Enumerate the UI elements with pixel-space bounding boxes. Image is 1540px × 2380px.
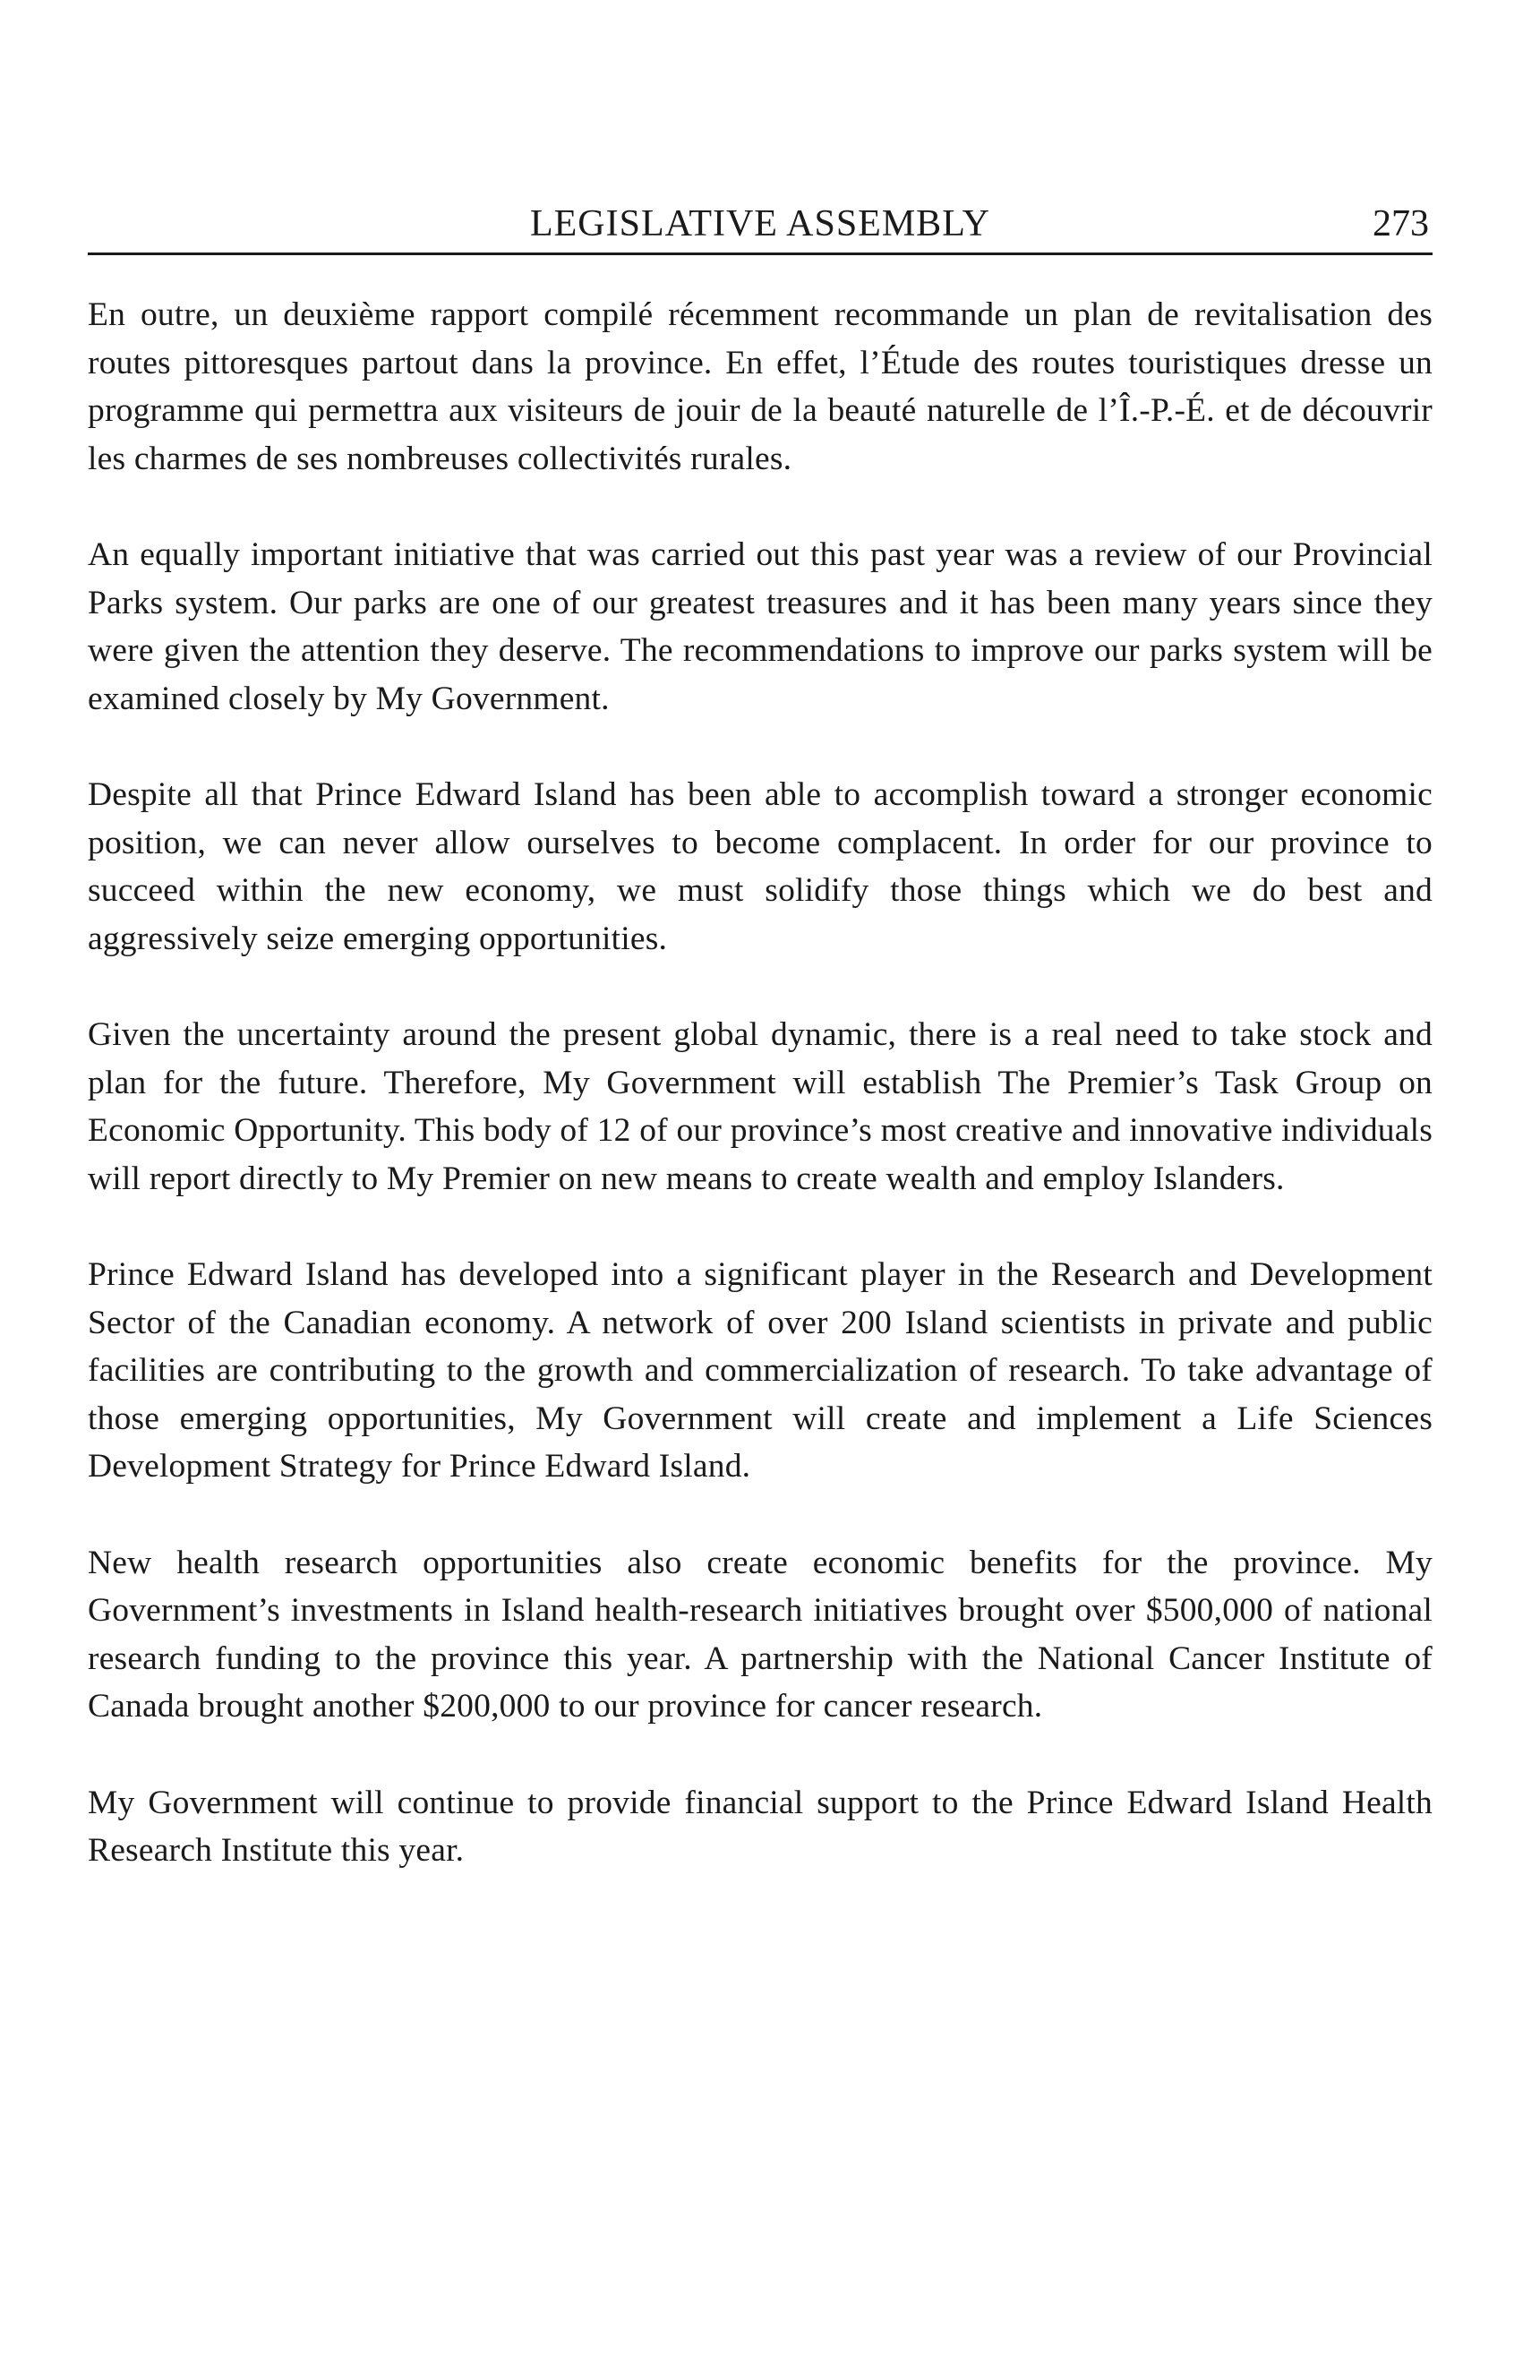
running-title: LEGISLATIVE ASSEMBLY: [530, 203, 990, 244]
running-header: [88, 199, 1433, 255]
body-text: [88, 291, 1433, 1875]
paragraph-task-group: Given the uncertainty around the present global dynamic, there is a real need to take stock and plan for the future. Therefore, My Government will establish The Premier’s Task Group on Economic Opportunity. This body of 12 of our province’s most creative and innovative individuals will report directly to My Premier on new means to create wealth and employ Islanders.: [88, 1016, 1433, 1197]
paragraph-health-institute: My Government will continue to provide financial support to the Prince Edward Island Health Research Institute this year.: [88, 1784, 1433, 1869]
paragraph-parks-review: An equally important initiative that was carried out this past year was a review of our Provincial Parks system. Our parks are one of our greatest treasures and it has been many years since they were given the attention they deserve. The recommendations to improve our parks system will be examined closely by My Government.: [88, 536, 1433, 717]
paragraph-economic-position: Despite all that Prince Edward Island has been able to accomplish toward a stronger economic position, we can never allow ourselves to become complacent. In order for our province to succeed within the new economy, we must solidify those things which we do best and aggressively seize emerging opportunities.: [88, 776, 1433, 957]
paragraph-scenic-routes: En outre, un deuxième rapport compilé récemment recommande un plan de revitalisation des routes pittoresques partout dans la province. En effet, l’Étude des routes touristiques dresse un programme qui permettra aux visiteurs de jouir de la beauté naturelle de l’Î.-P.-É. et de découvrir les charmes de ses nombreuses collectivités rurales.: [88, 296, 1433, 477]
document-page: [88, 199, 1433, 1923]
page-number: 273: [1373, 203, 1429, 244]
paragraph-health-research: New health research opportunities also create economic benefits for the province. My Government’s investments in Island health-research initiatives brought over $500,000 of national research funding to the province this year. A partnership with the National Cancer Institute of Canada brought another $200,000 to our province for cancer research.: [88, 1544, 1433, 1725]
paragraph-research-development: Prince Edward Island has developed into a significant player in the Research and Development Sector of the Canadian economy. A network of over 200 Island scientists in private and public facilities are contributing to the growth and commercialization of research. To take advantage of those emerging opportunities, My Government will create and implement a Life Sciences Development Strategy for Prince Edward Island.: [88, 1256, 1433, 1485]
